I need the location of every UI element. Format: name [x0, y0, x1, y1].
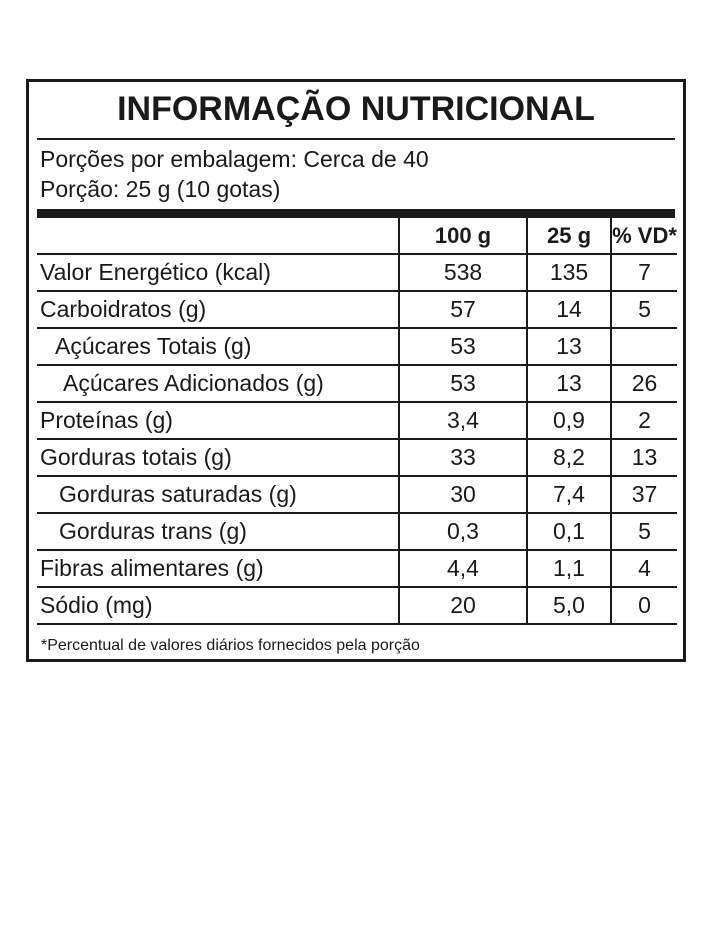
table-row: [37, 365, 677, 402]
table-row: [37, 587, 677, 624]
value-100g: 57: [399, 291, 527, 328]
value-vd: 2: [611, 402, 677, 439]
value-100g: 53: [399, 365, 527, 402]
value-25g: 0,1: [527, 513, 611, 550]
row-label: Carboidratos (g): [37, 291, 399, 328]
table-header-row: [37, 218, 677, 254]
table-row: [37, 328, 677, 365]
value-25g: 13: [527, 365, 611, 402]
row-label: Proteínas (g): [37, 402, 399, 439]
thick-divider: [37, 209, 675, 218]
panel-title: INFORMAÇÃO NUTRICIONAL: [117, 90, 595, 128]
table-row: [37, 402, 677, 439]
value-25g: 135: [527, 254, 611, 291]
row-label: Açúcares Totais (g): [37, 328, 399, 365]
footnote: *Percentual de valores diários fornecidos pela porção: [41, 637, 420, 654]
value-25g: 8,2: [527, 439, 611, 476]
value-100g: 0,3: [399, 513, 527, 550]
row-label: Gorduras totais (g): [37, 439, 399, 476]
value-25g: 0,9: [527, 402, 611, 439]
row-label: Sódio (mg): [37, 587, 399, 624]
table-row: [37, 291, 677, 328]
value-vd: 5: [611, 291, 677, 328]
value-25g: 5,0: [527, 587, 611, 624]
title-divider: [37, 138, 675, 140]
value-vd: [611, 328, 677, 365]
value-25g: 13: [527, 328, 611, 365]
value-100g: 20: [399, 587, 527, 624]
value-vd: 13: [611, 439, 677, 476]
value-100g: 538: [399, 254, 527, 291]
value-100g: 53: [399, 328, 527, 365]
nutrition-table: [37, 218, 677, 625]
row-label: Açúcares Adicionados (g): [37, 365, 399, 402]
value-25g: 1,1: [527, 550, 611, 587]
serving-size: Porção: 25 g (10 gotas): [40, 176, 281, 202]
value-100g: 33: [399, 439, 527, 476]
row-label: Valor Energético (kcal): [37, 254, 399, 291]
row-label: Gorduras saturadas (g): [37, 476, 399, 513]
table-row: [37, 513, 677, 550]
servings-per-package: Porções por embalagem: Cerca de 40: [40, 146, 429, 172]
value-vd: 37: [611, 476, 677, 513]
header-25g: 25 g: [527, 218, 611, 254]
value-vd: 26: [611, 365, 677, 402]
table-row: [37, 439, 677, 476]
nutrition-facts-panel: [26, 79, 686, 662]
table-row: [37, 476, 677, 513]
table-row: [37, 254, 677, 291]
table-row: [37, 550, 677, 587]
value-vd: 7: [611, 254, 677, 291]
row-label: Gorduras trans (g): [37, 513, 399, 550]
value-vd: 5: [611, 513, 677, 550]
row-label: Fibras alimentares (g): [37, 550, 399, 587]
value-100g: 3,4: [399, 402, 527, 439]
value-25g: 7,4: [527, 476, 611, 513]
value-vd: 4: [611, 550, 677, 587]
header-100g: 100 g: [399, 218, 527, 254]
header-label: [37, 218, 399, 254]
value-vd: 0: [611, 587, 677, 624]
header-vd: % VD*: [611, 218, 677, 254]
value-100g: 4,4: [399, 550, 527, 587]
value-25g: 14: [527, 291, 611, 328]
value-100g: 30: [399, 476, 527, 513]
